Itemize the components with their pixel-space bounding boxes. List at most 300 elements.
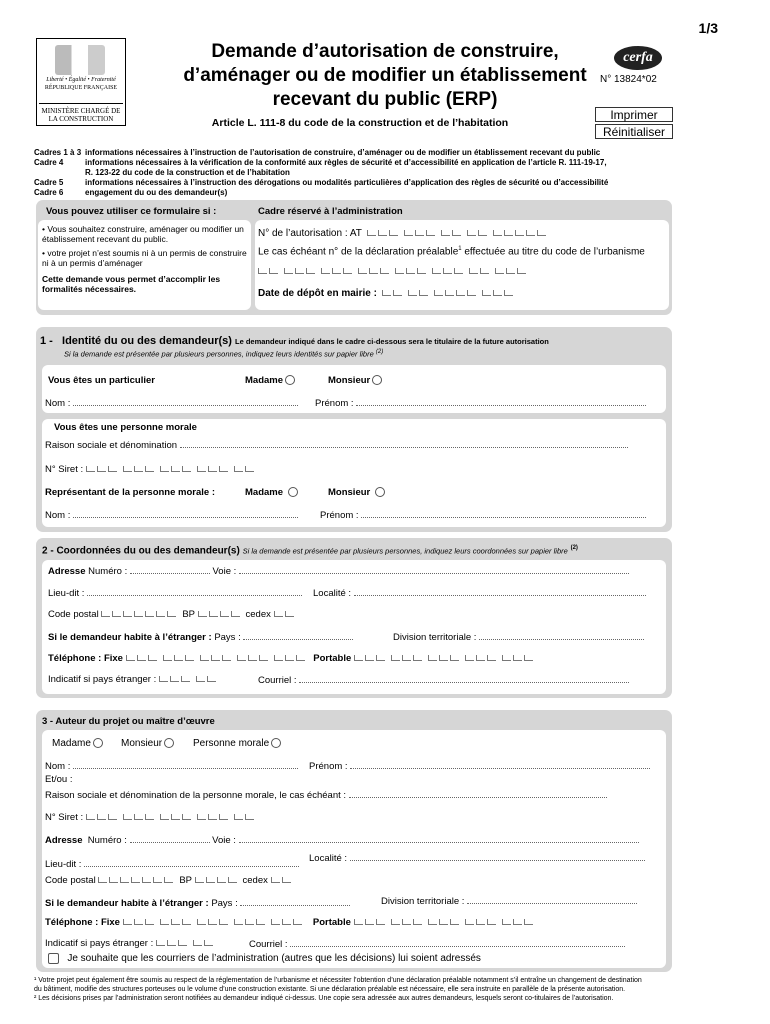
digit-group xyxy=(284,266,317,277)
digit-box xyxy=(439,919,448,925)
title-line-1: Demande d’autorisation de construire, xyxy=(211,41,559,62)
adresse-label: Adresse xyxy=(48,566,86,577)
dotted-line xyxy=(130,834,210,843)
digit-box xyxy=(97,466,106,472)
indicatif-field[interactable] xyxy=(48,674,222,685)
digit-box xyxy=(259,655,268,661)
digit-box xyxy=(434,290,443,296)
section-1-panel xyxy=(36,327,672,532)
auteur-etranger-row[interactable] xyxy=(45,897,350,909)
auteur-raison-field[interactable] xyxy=(45,789,607,801)
numero-label: Numéro : xyxy=(88,566,128,577)
lieudit-field[interactable] xyxy=(48,587,302,599)
digit-box xyxy=(271,919,280,925)
digit-box xyxy=(487,655,496,661)
auteur-cp-label: Code postal xyxy=(45,875,96,886)
digit-box xyxy=(502,919,511,925)
digit-box xyxy=(524,655,533,661)
digit-box xyxy=(476,655,485,661)
digit-box xyxy=(402,655,411,661)
digit-box xyxy=(182,814,191,820)
auteur-bp-label: BP xyxy=(179,875,192,886)
digit-box xyxy=(376,655,385,661)
digit-box xyxy=(228,877,237,883)
auteur-prenom-label: Prénom : xyxy=(309,761,348,772)
digit-group xyxy=(86,812,119,823)
auteur-lieudit-field[interactable] xyxy=(45,858,299,870)
digit-box xyxy=(526,230,535,236)
digit-box xyxy=(413,655,422,661)
digit-box xyxy=(465,655,474,661)
digit-box xyxy=(382,290,391,296)
auteur-madame-option[interactable] xyxy=(52,738,103,749)
monsieur2-label: Monsieur xyxy=(328,487,371,498)
digit-group xyxy=(321,266,354,277)
digit-group xyxy=(493,228,548,239)
digit-box xyxy=(159,676,168,682)
digit-group xyxy=(197,812,230,823)
digit-box xyxy=(469,268,478,274)
auteur-numero-label: Numéro : xyxy=(87,835,127,846)
digit-group xyxy=(163,653,196,664)
digit-box xyxy=(369,268,378,274)
digit-box xyxy=(220,611,229,617)
dotted-line xyxy=(73,397,298,406)
prenom2-field[interactable] xyxy=(320,509,646,521)
digit-group xyxy=(354,653,387,664)
nom2-label: Nom : xyxy=(45,510,71,521)
cp-row[interactable] xyxy=(48,609,300,620)
declaration-text-end: effectuée au titre du code de l’urbanisme xyxy=(461,246,645,258)
digit-box xyxy=(452,230,461,236)
digit-box xyxy=(197,814,206,820)
digit-box xyxy=(142,877,151,883)
dotted-line xyxy=(73,760,298,769)
auteur-morale-option[interactable] xyxy=(193,738,281,749)
digit-box xyxy=(178,940,187,946)
nom-label: Nom : xyxy=(45,398,71,409)
digit-box xyxy=(258,268,267,274)
footnotes xyxy=(34,976,734,1003)
digit-box xyxy=(417,268,426,274)
digit-box xyxy=(332,268,341,274)
digit-box xyxy=(504,290,513,296)
digit-box xyxy=(174,655,183,661)
digit-box xyxy=(196,676,205,682)
digit-box xyxy=(101,611,110,617)
admin-header: Cadre réservé à l’administration xyxy=(258,206,403,217)
coordonnees-box xyxy=(42,560,666,694)
monsieur-radio[interactable] xyxy=(372,375,382,385)
digit-box xyxy=(171,814,180,820)
auteur-lieudit-label: Lieu-dit : xyxy=(45,859,82,870)
footnote-1-cont: du bâtiment, modifie des structures porteuses ou le volume d’une construction existante. Si une déclaration préalable est nécessaire, elle sera instruite en parallèle de la présente autorisation. xyxy=(34,986,626,993)
digit-group xyxy=(197,464,230,475)
auteur-box xyxy=(42,730,666,968)
localite-field[interactable] xyxy=(313,587,646,599)
digit-group xyxy=(408,288,430,299)
digit-box xyxy=(222,655,231,661)
digit-box xyxy=(482,290,491,296)
digit-box xyxy=(441,230,450,236)
digit-box xyxy=(193,940,202,946)
digit-box xyxy=(367,230,376,236)
digit-box xyxy=(245,919,254,925)
monsieur2-option[interactable] xyxy=(328,487,385,498)
morale-label: Vous êtes une personne morale xyxy=(54,422,197,433)
digit-box xyxy=(134,466,143,472)
digit-group xyxy=(98,875,175,886)
declaration-label xyxy=(258,246,668,257)
digit-box xyxy=(198,611,207,617)
madame-option[interactable] xyxy=(245,375,295,386)
digit-box xyxy=(343,268,352,274)
digit-box xyxy=(197,919,206,925)
usage-bullet-1: • Vous souhaitez construire, aménager ou modifier un établissement recevant du public. xyxy=(42,224,244,244)
digit-box xyxy=(504,230,513,236)
auteur-indicatif-label: Indicatif si pays étranger : xyxy=(45,938,154,949)
courriers-checkbox[interactable] xyxy=(48,953,59,964)
print-button[interactable]: Imprimer xyxy=(595,107,673,122)
usage-box xyxy=(38,220,251,310)
digit-box xyxy=(284,268,293,274)
particulier-label: Vous êtes un particulier xyxy=(48,375,155,386)
digit-box xyxy=(391,919,400,925)
auteur-adresse-row[interactable] xyxy=(45,834,639,846)
digit-box xyxy=(354,655,363,661)
morale-box xyxy=(42,419,666,527)
courriel-field[interactable] xyxy=(258,674,629,686)
date-depot-label: Date de dépôt en mairie : xyxy=(258,288,377,299)
digit-box xyxy=(195,877,204,883)
auteur-voie-label: Voie : xyxy=(212,835,236,846)
auteur-indicatif-field[interactable] xyxy=(45,938,219,949)
auteur-division-label: Division territoriale : xyxy=(381,896,465,907)
madame2-label: Madame xyxy=(245,487,284,498)
dotted-line xyxy=(349,789,607,798)
section-2-heading: 2 - Coordonnées du ou des demandeur(s) xyxy=(42,545,240,557)
digit-box xyxy=(380,268,389,274)
digit-box xyxy=(237,655,246,661)
dotted-line xyxy=(356,397,646,406)
monsieur-label: Monsieur xyxy=(328,375,371,386)
autorisation-field[interactable] xyxy=(258,228,552,239)
digit-box xyxy=(219,814,228,820)
digit-group xyxy=(502,917,535,928)
digit-group xyxy=(441,228,463,239)
auteur-adresse-label: Adresse xyxy=(45,835,83,846)
digit-box xyxy=(86,466,95,472)
raison-label: Raison sociale et dénomination xyxy=(45,440,178,451)
legend-key xyxy=(34,168,85,178)
digit-box xyxy=(419,290,428,296)
section-3-title: 3 - Auteur du projet ou maître d’œuvre xyxy=(42,716,215,727)
digit-box xyxy=(285,611,294,617)
dotted-line xyxy=(87,587,302,596)
digit-box xyxy=(160,814,169,820)
digit-box xyxy=(163,655,172,661)
raison-field[interactable] xyxy=(45,439,628,451)
cerfa-number: N° 13824*02 xyxy=(600,74,657,85)
digit-group xyxy=(502,653,535,664)
digit-box xyxy=(306,268,315,274)
digit-box xyxy=(108,814,117,820)
digit-box xyxy=(156,940,165,946)
portable-label: Portable xyxy=(313,653,352,664)
section-1-note: Le demandeur indiqué dans le cadre ci-dessous sera le titulaire de la future autorisation xyxy=(234,337,549,346)
digit-box xyxy=(467,230,476,236)
digit-box xyxy=(181,676,190,682)
auteur-cedex-label: cedex xyxy=(242,875,268,886)
digit-box xyxy=(137,655,146,661)
localite-label: Localité : xyxy=(313,588,352,599)
digit-box xyxy=(234,919,243,925)
article-reference: Article L. 111-8 du code de la construction et de l’habitation xyxy=(211,117,509,129)
auteur-localite-label: Localité : xyxy=(309,853,348,864)
lieudit-label: Lieu-dit : xyxy=(48,588,85,599)
auteur-siret-field[interactable] xyxy=(45,812,260,823)
digit-group xyxy=(160,464,193,475)
digit-box xyxy=(465,919,474,925)
digit-box xyxy=(123,611,132,617)
digit-box xyxy=(358,268,367,274)
reset-button[interactable]: Réinitialiser xyxy=(595,124,673,139)
digit-box xyxy=(185,655,194,661)
courriers-option[interactable] xyxy=(48,953,481,964)
prenom-field[interactable] xyxy=(315,397,646,409)
digit-box xyxy=(120,877,129,883)
section-2-note: Si la demande est présentée par plusieurs personnes, indiquez leurs coordonnées sur papier libre xyxy=(242,546,568,556)
digit-group xyxy=(432,266,465,277)
autorisation-label: N° de l’autorisation : AT xyxy=(258,228,362,239)
dotted-line xyxy=(361,509,646,518)
digit-box xyxy=(271,877,280,883)
digit-box xyxy=(537,230,546,236)
usage-header: Vous pouvez utiliser ce formulaire si : xyxy=(46,206,217,217)
digit-box xyxy=(282,877,291,883)
digit-group xyxy=(495,266,528,277)
digit-box xyxy=(456,290,465,296)
madame2-radio[interactable] xyxy=(288,487,298,497)
digit-box xyxy=(112,611,121,617)
monsieur2-radio[interactable] xyxy=(375,487,385,497)
digit-group xyxy=(391,917,424,928)
tel-label: Téléphone : Fixe xyxy=(48,653,123,664)
digit-box xyxy=(413,919,422,925)
legend-value: informations nécessaires à l’instruction de l’autorisation de construire, d’aménager ou de modifier un établissement recevant du public xyxy=(85,148,601,157)
auteur-tel-label: Téléphone : Fixe xyxy=(45,917,120,928)
digit-box xyxy=(274,655,283,661)
digit-box xyxy=(206,877,215,883)
digit-box xyxy=(487,919,496,925)
digit-box xyxy=(211,655,220,661)
title-line-3: recevant du public (ERP) xyxy=(272,89,498,110)
digit-group xyxy=(195,875,239,886)
courriers-label: Je souhaite que les courriers de l’administration (autres que les décisions) lui soient adressés xyxy=(67,953,481,965)
madame-label: Madame xyxy=(245,375,284,386)
digit-box xyxy=(295,268,304,274)
digit-box xyxy=(245,814,254,820)
digit-group xyxy=(237,653,270,664)
digit-box xyxy=(389,230,398,236)
cerfa-logo: cerfa xyxy=(614,46,662,70)
voie-label: Voie : xyxy=(212,566,237,577)
digit-box xyxy=(445,290,454,296)
digit-group xyxy=(234,464,256,475)
title-line-2: d’aménager ou de modifier un établissement xyxy=(183,65,587,86)
digit-box xyxy=(209,611,218,617)
auteur-morale-label: Personne morale xyxy=(193,738,270,749)
digit-box xyxy=(450,919,459,925)
digit-box xyxy=(256,919,265,925)
nom2-field[interactable] xyxy=(45,509,298,521)
cp-label: Code postal xyxy=(48,609,99,620)
digit-box xyxy=(123,814,132,820)
section-1-note2 xyxy=(64,349,383,359)
bp-label: BP xyxy=(182,609,195,620)
monsieur-option[interactable] xyxy=(328,375,382,386)
digit-group xyxy=(234,812,256,823)
nom-field[interactable] xyxy=(45,397,298,409)
digit-box xyxy=(428,655,437,661)
siret-label: N° Siret : xyxy=(45,464,84,475)
digit-group xyxy=(274,653,307,664)
auteur-telephone-row[interactable] xyxy=(45,917,539,928)
footnote-ref: (2) xyxy=(570,545,578,551)
digit-group xyxy=(123,812,156,823)
digit-box xyxy=(378,230,387,236)
digit-group xyxy=(234,917,267,928)
digit-box xyxy=(171,466,180,472)
digit-group xyxy=(271,875,293,886)
etranger-label: Si le demandeur habite à l’étranger : xyxy=(48,632,212,643)
legend-key: Cadre 6 xyxy=(34,188,64,197)
digit-box xyxy=(208,466,217,472)
dotted-line xyxy=(73,509,298,518)
auteur-division-field[interactable] xyxy=(381,895,637,907)
auteur-cp-row[interactable] xyxy=(45,875,297,886)
digit-box xyxy=(248,655,257,661)
digit-group xyxy=(358,266,391,277)
auteur-nom-field[interactable] xyxy=(45,760,298,772)
declaration-text: Le cas échéant n° de la déclaration préalable xyxy=(258,246,459,258)
siret-field[interactable] xyxy=(45,464,260,475)
marianne-logo xyxy=(36,38,126,126)
digit-box xyxy=(293,919,302,925)
digit-box xyxy=(376,919,385,925)
auteur-morale-radio[interactable] xyxy=(271,738,281,748)
digit-box xyxy=(204,940,213,946)
section-2-title xyxy=(42,545,578,556)
admin-box xyxy=(255,220,669,310)
digit-box xyxy=(148,655,157,661)
digit-group xyxy=(395,266,428,277)
section-1-title xyxy=(40,335,549,347)
section-2-panel xyxy=(36,538,672,698)
etou-label: Et/ou : xyxy=(45,774,73,785)
footnote-2: ² Les décisions prises par l’administration seront notifiées au demandeur indiqué ci-dessus. Une copie sera adressée aux autres demandeurs, lesquels seront co-titulaires de l’autorisation. xyxy=(34,995,614,1002)
digit-box xyxy=(476,919,485,925)
dotted-line xyxy=(290,938,625,947)
digit-group xyxy=(193,938,215,949)
digit-group xyxy=(156,938,189,949)
digit-box xyxy=(182,466,191,472)
auteur-monsieur-radio[interactable] xyxy=(164,738,174,748)
representant-label: Représentant de la personne morale : xyxy=(45,487,215,498)
digit-group xyxy=(274,609,296,620)
madame2-option[interactable] xyxy=(245,487,298,498)
digit-box xyxy=(134,919,143,925)
digit-box xyxy=(402,919,411,925)
digit-box xyxy=(493,230,502,236)
digit-box xyxy=(393,290,402,296)
auteur-prenom-field[interactable] xyxy=(309,760,650,772)
digit-group xyxy=(126,653,159,664)
marianne-icon xyxy=(55,45,105,75)
digit-group xyxy=(198,609,242,620)
dotted-line xyxy=(350,760,650,769)
madame-radio[interactable] xyxy=(285,375,295,385)
digit-box xyxy=(98,877,107,883)
legend-value: R. 123-22 du code de la construction et de l’habitation xyxy=(85,168,290,177)
digit-box xyxy=(365,919,374,925)
digit-group xyxy=(123,917,156,928)
date-depot-field[interactable] xyxy=(258,288,519,299)
cedex-label: cedex xyxy=(245,609,271,620)
digit-group xyxy=(197,917,230,928)
adresse-row[interactable] xyxy=(48,565,629,577)
digit-box xyxy=(426,230,435,236)
digit-box xyxy=(415,230,424,236)
auteur-monsieur-option[interactable] xyxy=(121,738,174,749)
auteur-localite-field[interactable] xyxy=(309,852,645,864)
digit-group xyxy=(467,228,489,239)
digit-group xyxy=(200,653,233,664)
telephone-row[interactable] xyxy=(48,653,539,664)
particulier-box xyxy=(42,365,666,413)
dotted-line xyxy=(180,439,628,448)
cadres-legend xyxy=(34,148,734,198)
division-field[interactable] xyxy=(393,631,644,643)
digit-box xyxy=(197,466,206,472)
usage-bullet-2: • votre projet n’est soumis ni à un permis de construire ni à un permis d’aménager xyxy=(42,248,247,268)
auteur-courriel-field[interactable] xyxy=(249,938,625,950)
digit-group xyxy=(404,228,437,239)
section-1-heading: Identité du ou des demandeur(s) xyxy=(62,335,232,347)
digit-box xyxy=(156,611,165,617)
digit-box xyxy=(395,268,404,274)
digit-box xyxy=(506,268,515,274)
dotted-line xyxy=(84,858,299,867)
footnote-ref: (2) xyxy=(375,349,384,355)
digit-box xyxy=(108,466,117,472)
digit-box xyxy=(153,877,162,883)
digit-group xyxy=(271,917,304,928)
digit-box xyxy=(131,877,140,883)
division-label: Division territoriale : xyxy=(393,632,477,643)
courriel-label: Courriel : xyxy=(258,675,297,686)
digit-box xyxy=(231,611,240,617)
logo-ministere: MINISTÈRE CHARGÉ DE LA CONSTRUCTION xyxy=(39,103,123,123)
pays-label: Pays : xyxy=(214,632,241,643)
digit-box xyxy=(164,877,173,883)
dotted-line xyxy=(239,565,629,574)
declaration-field[interactable] xyxy=(258,266,532,277)
digit-box xyxy=(97,814,106,820)
etranger-row[interactable] xyxy=(48,631,353,643)
digit-box xyxy=(145,919,154,925)
auteur-madame-radio[interactable] xyxy=(93,738,103,748)
